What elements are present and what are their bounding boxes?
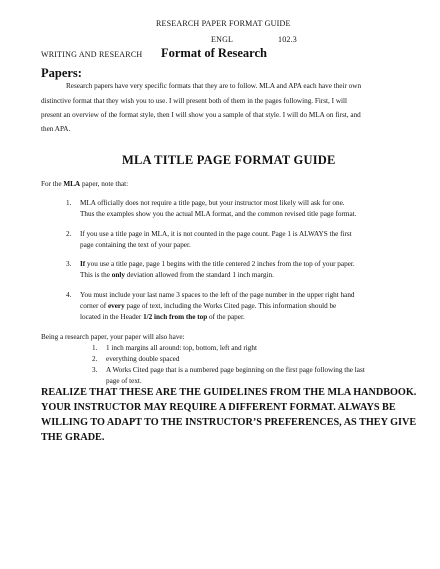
- format-heading-part1: Format of Research: [161, 46, 267, 60]
- list-item-1-line-2: Thus the examples show you the actual MLA format, and the common revised title page format.: [80, 210, 357, 218]
- list-item-2-line-1: If you use a title page in MLA, it is not counted in the page count. Page 1 is ALWAYS the first: [80, 230, 352, 238]
- list-item-4-line-2-pre: corner of: [80, 302, 108, 310]
- also-item-3-text: A Works Cited page that is a numbered page beginning on the first page following the last: [106, 366, 365, 374]
- list-item-3-line-2-bold: only: [111, 271, 125, 279]
- list-item-4-line-3-bold: 1/2 inch from the top: [143, 313, 208, 321]
- intro-line-4: then APA.: [41, 125, 71, 133]
- also-item-3-number: 3.: [92, 366, 98, 374]
- format-heading-part2: Papers:: [41, 66, 82, 80]
- also-item-1-text: 1 inch margins all around: top, bottom, left and right: [106, 344, 257, 352]
- list-item-3-number: 3.: [66, 260, 72, 268]
- list-item-3-line-2: [80, 269, 274, 282]
- list-item-4-number: 4.: [66, 291, 72, 299]
- document-header-title: RESEARCH PAPER FORMAT GUIDE: [156, 19, 291, 28]
- section-lead: [41, 178, 128, 191]
- list-item-3-line-2-post: deviation allowed from the standard 1 inch margin.: [124, 271, 274, 279]
- intro-line-3: present an overview of the format style, then I will show you a sample of that style. I will do MLA on first, and: [41, 111, 361, 119]
- list-item-3-rest: you use a title page, page 1 begins with the title centered 2 inches from the top of your paper.: [85, 260, 355, 268]
- list-item-2-line-2: page containing the text of your paper.: [80, 241, 191, 249]
- list-item-4-line-3-pre: located in the Header: [80, 313, 144, 321]
- list-item-3-line-2-pre: This is the: [80, 271, 112, 279]
- list-item-1-number: 1.: [66, 199, 72, 207]
- notice-line-3: WILLING TO ADAPT TO THE INSTRUCTOR’S PREFERENCES, AS THEY GIVE: [41, 417, 417, 428]
- list-item-4-line-1: You must include your last name 3 spaces to the left of the page number in the upper right hand: [80, 291, 355, 299]
- list-item-4-line-3: [80, 311, 245, 324]
- list-item-4-line-2-post: page of text, including the Works Cited page. This information should be: [124, 302, 337, 310]
- list-item-4-line-3-post: of the paper.: [207, 313, 245, 321]
- intro-line-2: distinctive format that they wish you to use. I will present both of them in the pages following. First, I will: [41, 97, 348, 105]
- list-item-4-line-2-bold: every: [107, 302, 125, 310]
- course-number: 102.3: [278, 35, 297, 44]
- intro-line-1: Research papers have very specific formats that they are to follow. MLA and APA each have their own: [66, 82, 362, 90]
- section-heading: MLA TITLE PAGE FORMAT GUIDE: [122, 153, 336, 167]
- also-item-2-text: everything double spaced: [106, 355, 180, 363]
- section-lead-pre: For the: [41, 180, 64, 188]
- also-item-2-number: 2.: [92, 355, 98, 363]
- list-item-3-bold: If: [80, 260, 86, 268]
- notice-line-1: REALIZE THAT THESE ARE THE GUIDELINES FROM THE MLA HANDBOOK.: [41, 387, 417, 398]
- section-lead-bold: MLA: [63, 180, 81, 188]
- notice-line-4: THE GRADE.: [41, 432, 105, 443]
- list-item-1-line-1: MLA officially does not require a title page, but your instructor most likely will ask for one.: [80, 199, 345, 207]
- also-item-1-number: 1.: [92, 344, 98, 352]
- list-item-2-number: 2.: [66, 230, 72, 238]
- notice-line-2: YOUR INSTRUCTOR MAY REQUIRE A DIFFERENT FORMAT. ALWAYS BE: [41, 402, 396, 413]
- course-code: ENGL: [211, 35, 234, 44]
- writing-and-research-label: WRITING AND RESEARCH: [41, 50, 143, 59]
- also-item-3-continuation: page of text.: [106, 377, 142, 385]
- section-lead-post: paper, note that:: [80, 180, 129, 188]
- also-lead: Being a research paper, your paper will also have:: [41, 333, 185, 341]
